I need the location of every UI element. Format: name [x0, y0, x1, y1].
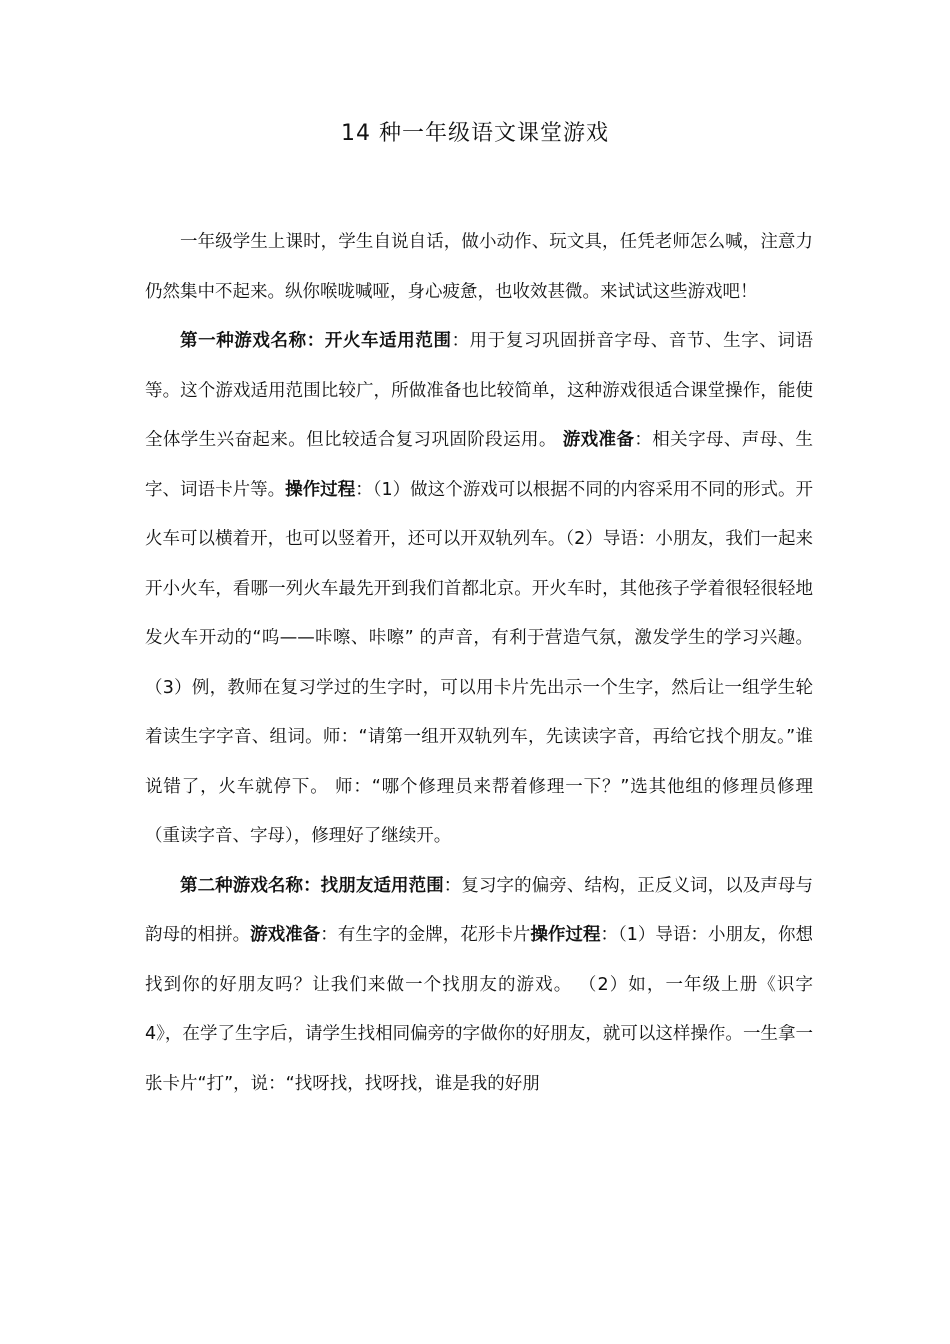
game1-prep-text: ：相关字母、声母、生字、词语卡片等。	[145, 430, 814, 500]
game2-paragraph	[145, 862, 813, 1110]
game1-name-label: 第一种游戏名称：开火车	[180, 331, 380, 351]
game1-process-label: 操作过程	[285, 479, 356, 500]
game2-process-text: ：（1）导语：小朋友，你想找到你的好朋友吗？让我们来做一个找朋友的游戏。 （2）如，一年级上册《识字 4》，在学了生字后，请学生找相同偏旁的字做你的好朋友，就可以这样操作。一生拿一张卡片“打”，说：“找呀找，找呀找，谁是我的好朋	[145, 925, 814, 1094]
game1-prep-label: 游戏准备	[562, 430, 635, 450]
game2-scope-text: ：复习字的偏旁、结构，正反义词，以及声母与韵母的相拼。	[145, 875, 814, 945]
document-body	[145, 218, 813, 1109]
game2-prep-text: ：有生字的金牌，花形卡片	[320, 925, 531, 945]
game1-process-text: ：（1）做这个游戏可以根据不同的内容采用不同的形式。开火车可以横着开，也可以竖着开，还可以开双轨列车。（2）导语：小朋友，我们一起来开小火车，看哪一列火车最先开到我们首都北京。开火车时，其他孩子学着很轻很轻地发火车开动的“呜——咔嚓、咔嚓” 的声音，有利于营造气氛，激发学生的学习兴趣。（3）例，教师在复习学过的生字时，可以用卡片先出示一个生字，然后让一组学生轮着读生字字音、组词。师：“请第一组开双轨列车，先读读字音，再给它找个朋友。”谁说错了，火车就停下。 师：“哪个修理员来帮着修理一下？”选其他组的修理员修理（重读字音、字母），修理好了继续开。	[145, 479, 814, 846]
game2-process-label: 操作过程	[530, 925, 601, 945]
game1-paragraph	[145, 317, 813, 862]
game2-scope-label: 适用范围	[373, 875, 444, 896]
game2-name-label: 第二种游戏名称：找朋友	[180, 875, 374, 896]
page-title: 14 种一年级语文课堂游戏	[341, 121, 609, 146]
game1-scope-text: ：用于复习巩固拼音字母、音节、生字、词语等。这个游戏适用范围比较广，所做准备也比较简单，这种游戏很适合课堂操作，能使全体学生兴奋起来。但比较适合复习巩固阶段运用。	[145, 331, 814, 450]
intro-paragraph: 一年级学生上课时，学生自说自话，做小动作、玩文具，任凭老师怎么喊，注意力仍然集中不起来。纵你喉咙喊哑，身心疲惫，也收效甚微。来试试这些游戏吧！	[145, 232, 813, 302]
game1-scope-label: 适用范围	[379, 331, 452, 351]
game2-prep-label: 游戏准备	[250, 925, 321, 945]
